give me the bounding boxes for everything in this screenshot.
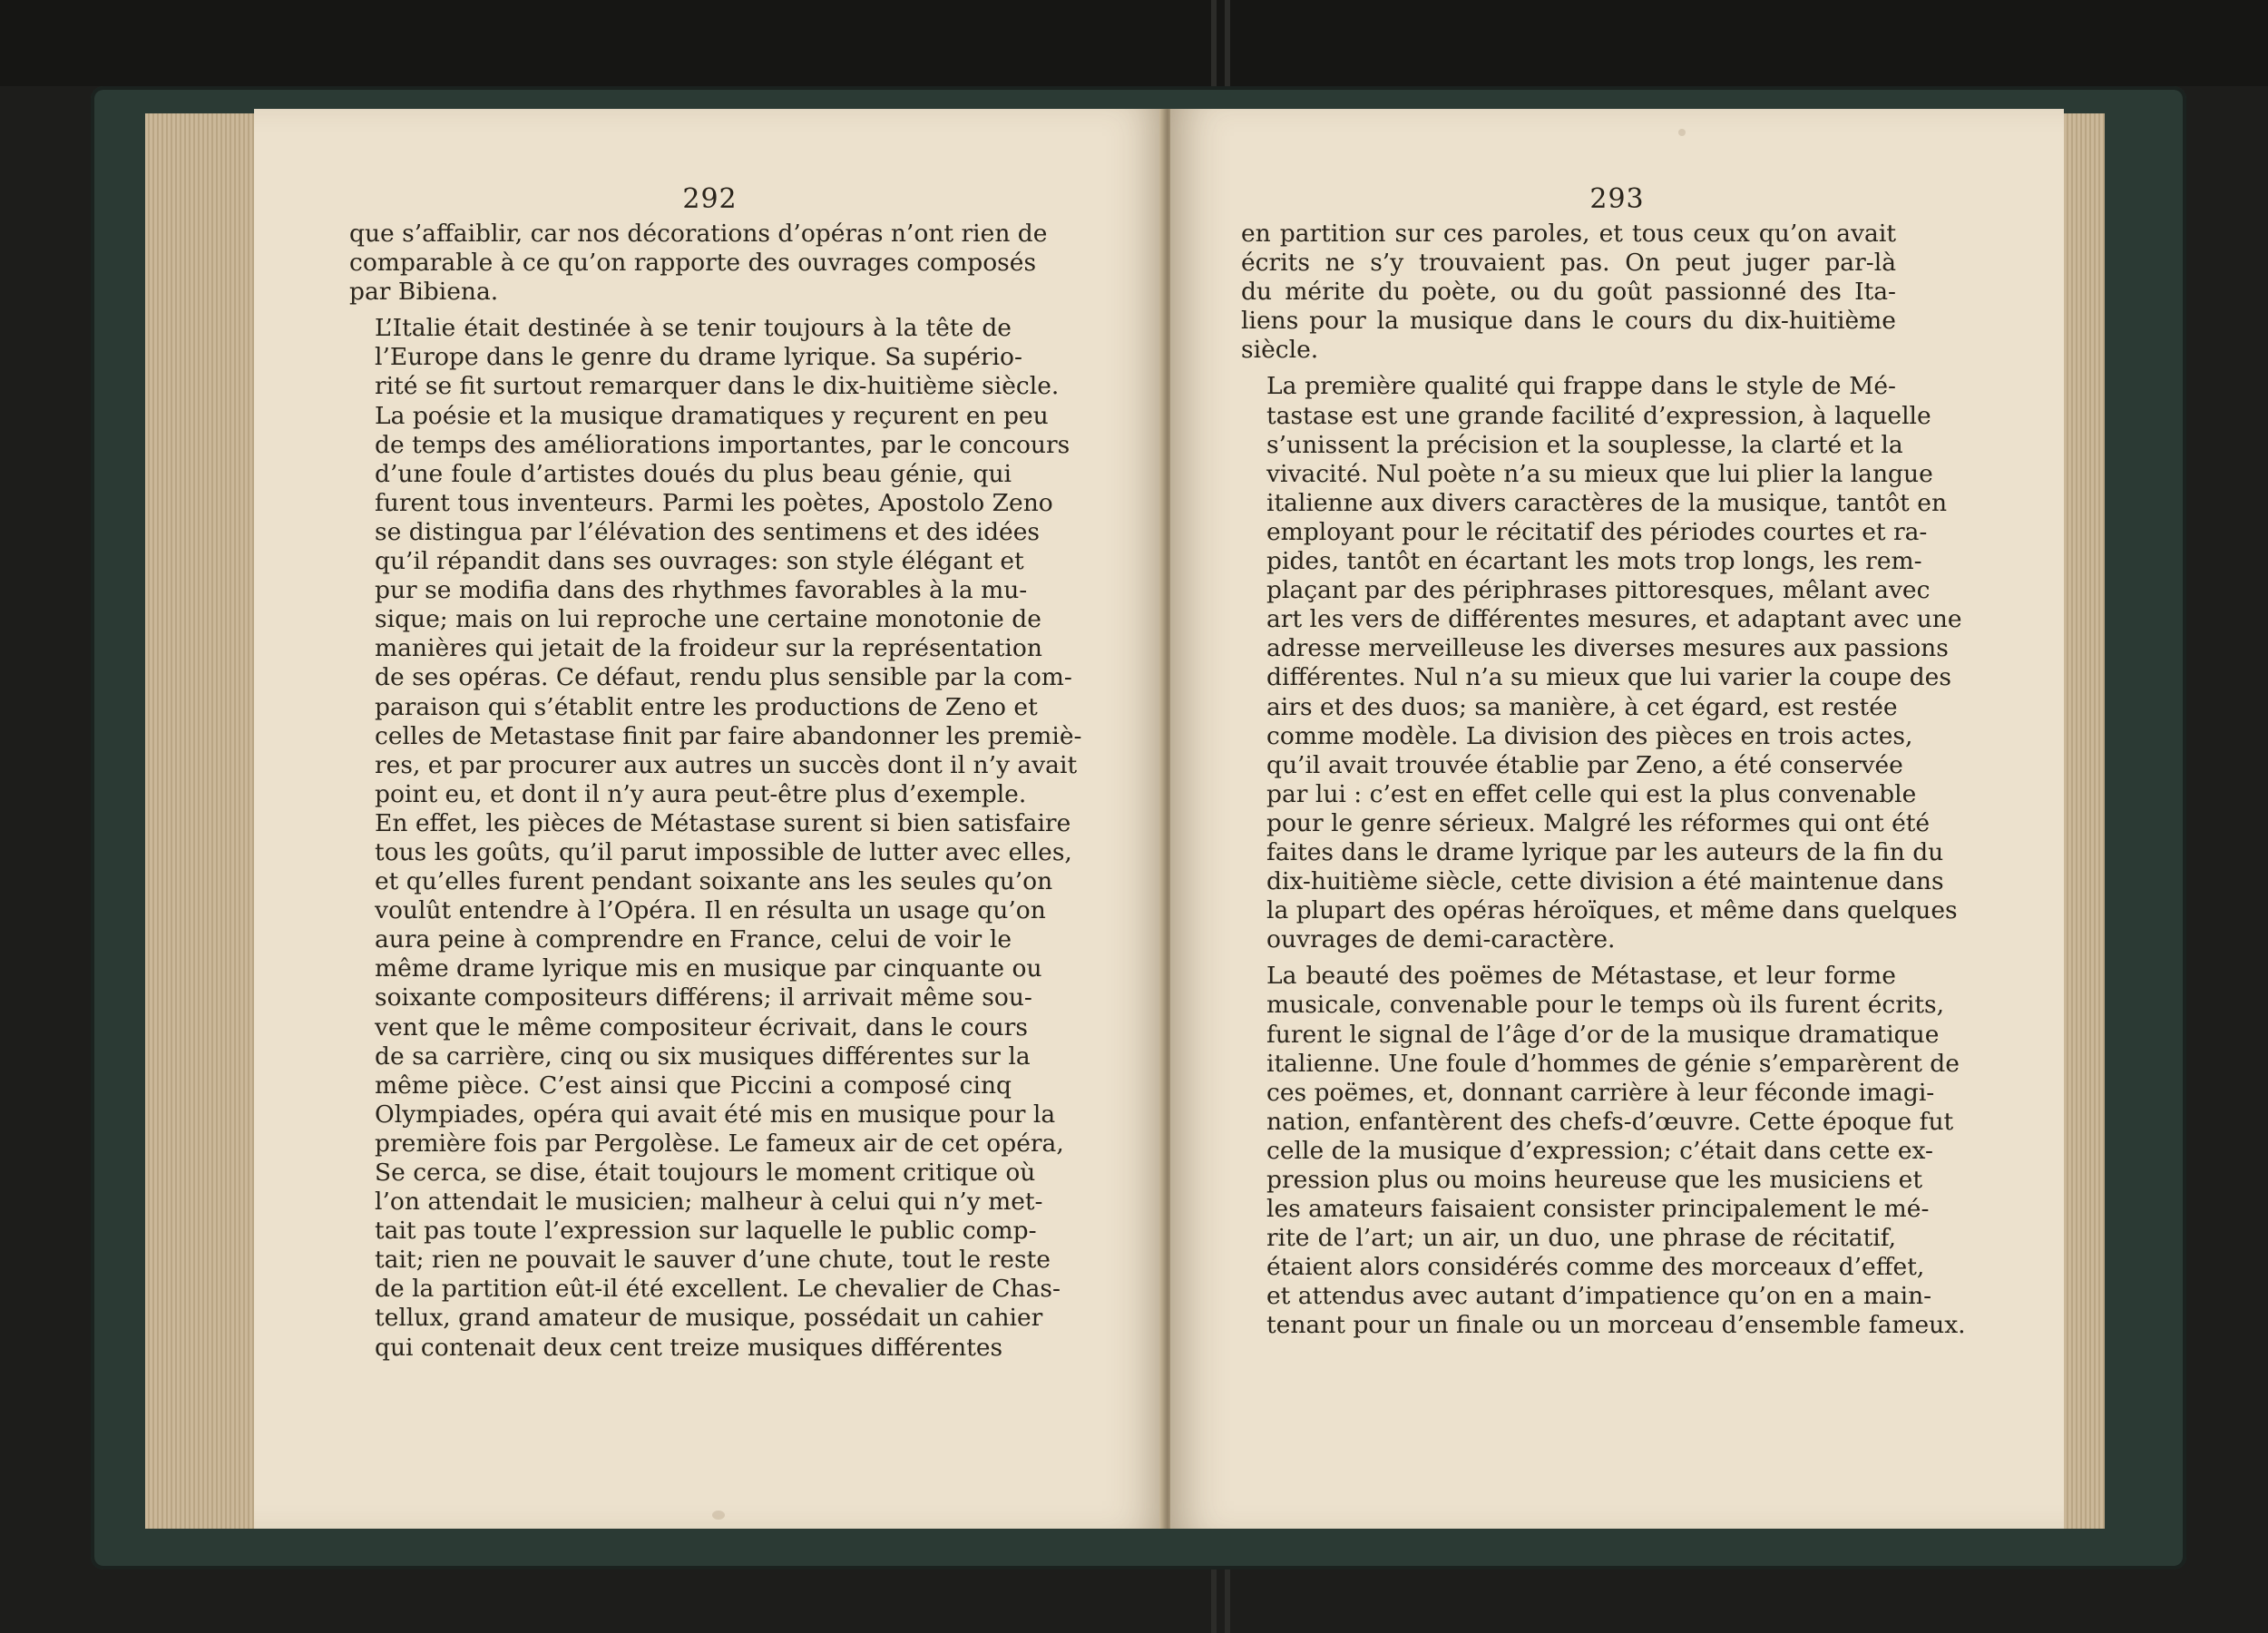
text-line: et qu’elles furent pendant soixante ans les seules qu’on: [375, 867, 1053, 896]
text-line: point eu, et dont il n’y aura peut-être plus d’exemple.: [375, 779, 1027, 808]
text-line: airs et des duos; sa manière, à cet égard, est restée: [1266, 692, 1898, 721]
text-line: vivacité. Nul poète n’a su mieux que lui plier la langue: [1266, 459, 1933, 488]
paragraph: [349, 220, 1048, 307]
text-line: la plupart des opéras héroïques, et même dans quelques: [1266, 896, 1958, 925]
text-line: faites dans le drame lyrique par les auteurs de la fin du: [1266, 837, 1944, 866]
text-line: qui contenait deux cent treize musiques différentes: [375, 1333, 1003, 1362]
text-line: pour le genre sérieux. Malgré les réformes qui ont été: [1266, 808, 1931, 837]
paragraph: [1241, 220, 1896, 365]
text-line: siècle.: [1241, 336, 1319, 365]
text-line: tenant pour un finale ou un morceau d’ensemble fameux.: [1266, 1311, 1966, 1340]
text-line: musicale, convenable pour le temps où ils furent écrits,: [1266, 991, 1945, 1020]
text-line: comme modèle. La division des pièces en trois actes,: [1266, 721, 1913, 750]
text-line: de sa carrière, cinq ou six musiques différentes sur la: [375, 1041, 1031, 1071]
paper-stain: [712, 1511, 725, 1520]
text-line: italienne aux divers caractères de la musique, tantôt en: [1266, 488, 1948, 517]
text-line: furent tous inventeurs. Parmi les poètes, Apostolo Zeno: [375, 488, 1053, 517]
text-line: voulût entendre à l’Opéra. Il en résulta un usage qu’on: [375, 896, 1046, 925]
text-line: pression plus ou moins heureuse que les musiciens et: [1266, 1166, 1923, 1194]
text-line: soixante compositeurs différens; il arrivait même sou-: [375, 983, 1032, 1012]
text-line: écrits ne s’y trouvaient pas. On peut juger par-là: [1241, 249, 1896, 278]
text-line: de la partition eût-il été excellent. Le chevalier de Chas-: [375, 1275, 1061, 1304]
right-page: [1170, 109, 2064, 1529]
text-line: qu’il répandit dans ses ouvrages: son style élégant et: [375, 547, 1024, 576]
page-text: [349, 220, 1082, 1370]
text-line: qu’il avait trouvée établie par Zeno, a été conservée: [1266, 750, 1903, 779]
text-line: différentes. Nul n’a su mieux que lui varier la coupe des: [1266, 663, 1951, 692]
background-top-band: [0, 0, 2268, 86]
text-line: pur se modifia dans des rhythmes favorables à la mu-: [375, 576, 1028, 605]
text-line: manières qui jetait de la froideur sur la représentation: [375, 634, 1042, 663]
text-line: art les vers de différentes mesures, et adaptant avec une: [1266, 605, 1962, 634]
text-line: s’unissent la précision et la souplesse, la clarté et la: [1266, 430, 1903, 459]
text-line: ouvrages de demi-caractère.: [1266, 925, 1616, 954]
page-edges-right: [2059, 113, 2105, 1529]
text-line: tous les goûts, qu’il parut impossible de lutter avec elles,: [375, 837, 1072, 866]
text-line: en partition sur ces paroles, et tous ceux qu’on avait: [1241, 220, 1896, 248]
paper-stain: [1678, 129, 1686, 136]
text-line: italienne. Une foule d’hommes de génie s’emparèrent de: [1266, 1049, 1960, 1078]
paragraph: [349, 314, 1082, 1362]
text-line: adresse merveilleuse les diverses mesures aux passions: [1266, 634, 1949, 663]
text-line: rité se fit surtout remarquer dans le dix-huitième siècle.: [375, 372, 1060, 401]
text-line: paraison qui s’établit entre les productions de Zeno et: [375, 692, 1038, 721]
text-line: tastase est une grande facilité d’expression, à laquelle: [1266, 401, 1931, 430]
text-line: que s’affaiblir, car nos décorations d’opéras n’ont rien de: [349, 220, 1048, 248]
text-line: celle de la musique d’expression; c’était dans cette ex-: [1266, 1136, 1933, 1165]
text-line: celles de Metastase finit par faire abandonner les premiè-: [375, 721, 1082, 750]
text-line: de temps des améliorations importantes, par le concours: [375, 430, 1070, 459]
text-line: La beauté des poëmes de Métastase, et leur forme: [1266, 962, 1896, 991]
text-line: aura peine à comprendre en France, celui de voir le: [375, 925, 1012, 954]
page-text: [1241, 220, 1966, 1348]
text-line: Se cerca, se dise, était toujours le moment critique où: [375, 1159, 1036, 1187]
text-line: étaient alors considérés comme des morceaux d’effet,: [1266, 1253, 1925, 1282]
text-line: tait; rien ne pouvait le sauver d’une chute, tout le reste: [375, 1246, 1051, 1275]
text-line: sique; mais on lui reproche une certaine monotonie de: [375, 605, 1041, 634]
text-line: comparable à ce qu’on rapporte des ouvrages composés: [349, 249, 1037, 278]
text-line: et attendus avec autant d’impatience qu’on en a main-: [1266, 1282, 1932, 1311]
paragraph: [1241, 372, 1962, 954]
text-line: pides, tantôt en écartant les mots trop longs, les rem-: [1266, 547, 1922, 576]
text-line: tait pas toute l’expression sur laquelle le public comp-: [375, 1217, 1037, 1246]
text-line: même drame lyrique mis en musique par cinquante ou: [375, 954, 1042, 983]
text-line: par Bibiena.: [349, 278, 499, 307]
text-line: employant pour le récitatif des périodes courtes et ra-: [1266, 517, 1928, 546]
text-line: La première qualité qui frappe dans le style de Mé-: [1266, 372, 1896, 401]
text-line: tellux, grand amateur de musique, possédait un cahier: [375, 1304, 1043, 1333]
text-line: Olympiades, opéra qui avait été mis en musique pour la: [375, 1100, 1056, 1129]
page-edges-left: [145, 113, 259, 1529]
text-line: par lui : c’est en effet celle qui est la plus convenable: [1266, 779, 1917, 808]
text-line: première fois par Pergolèse. Le fameux air de cet opéra,: [375, 1129, 1064, 1158]
text-line: nation, enfantèrent des chefs-d’œuvre. Cette époque fut: [1266, 1107, 1954, 1136]
text-line: les amateurs faisaient consister principalement le mé-: [1266, 1195, 1930, 1224]
page-number: 293: [1589, 183, 1645, 215]
text-line: furent le signal de l’âge d’or de la musique dramatique: [1266, 1020, 1940, 1049]
text-line: d’une foule d’artistes doués du plus beau génie, qui: [375, 459, 1012, 488]
text-line: de ses opéras. Ce défaut, rendu plus sensible par la com-: [375, 663, 1072, 692]
text-line: rite de l’art; un air, un duo, une phrase de récitatif,: [1266, 1224, 1896, 1253]
page-number: 292: [682, 183, 738, 215]
text-line: liens pour la musique dans le cours du dix-huitième: [1241, 307, 1896, 336]
text-line: dix-huitième siècle, cette division a été maintenue dans: [1266, 867, 1944, 896]
text-line: l’on attendait le musicien; malheur à celui qui n’y met-: [375, 1188, 1043, 1217]
text-line: La poésie et la musique dramatiques y reçurent en peu: [375, 401, 1049, 430]
text-line: L’Italie était destinée à se tenir toujours à la tête de: [375, 314, 1012, 343]
left-page: [254, 109, 1166, 1529]
text-line: vent que le même compositeur écrivait, dans le cours: [375, 1012, 1028, 1041]
text-line: se distingua par l’élévation des sentimens et des idées: [375, 517, 1040, 546]
paragraph: [1241, 962, 1966, 1340]
text-line: plaçant par des périphrases pittoresques, mêlant avec: [1266, 576, 1931, 605]
text-line: res, et par procurer aux autres un succès dont il n’y avait: [375, 750, 1078, 779]
text-line: même pièce. C’est ainsi que Piccini a composé cinq: [375, 1071, 1012, 1100]
text-line: du mérite du poète, ou du goût passionné des Ita-: [1241, 278, 1896, 307]
text-line: En effet, les pièces de Métastase surent si bien satisfaire: [375, 808, 1071, 837]
text-line: l’Europe dans le genre du drame lyrique. Sa supério-: [375, 343, 1022, 372]
text-line: ces poëmes, et, donnant carrière à leur féconde imagi-: [1266, 1078, 1935, 1107]
